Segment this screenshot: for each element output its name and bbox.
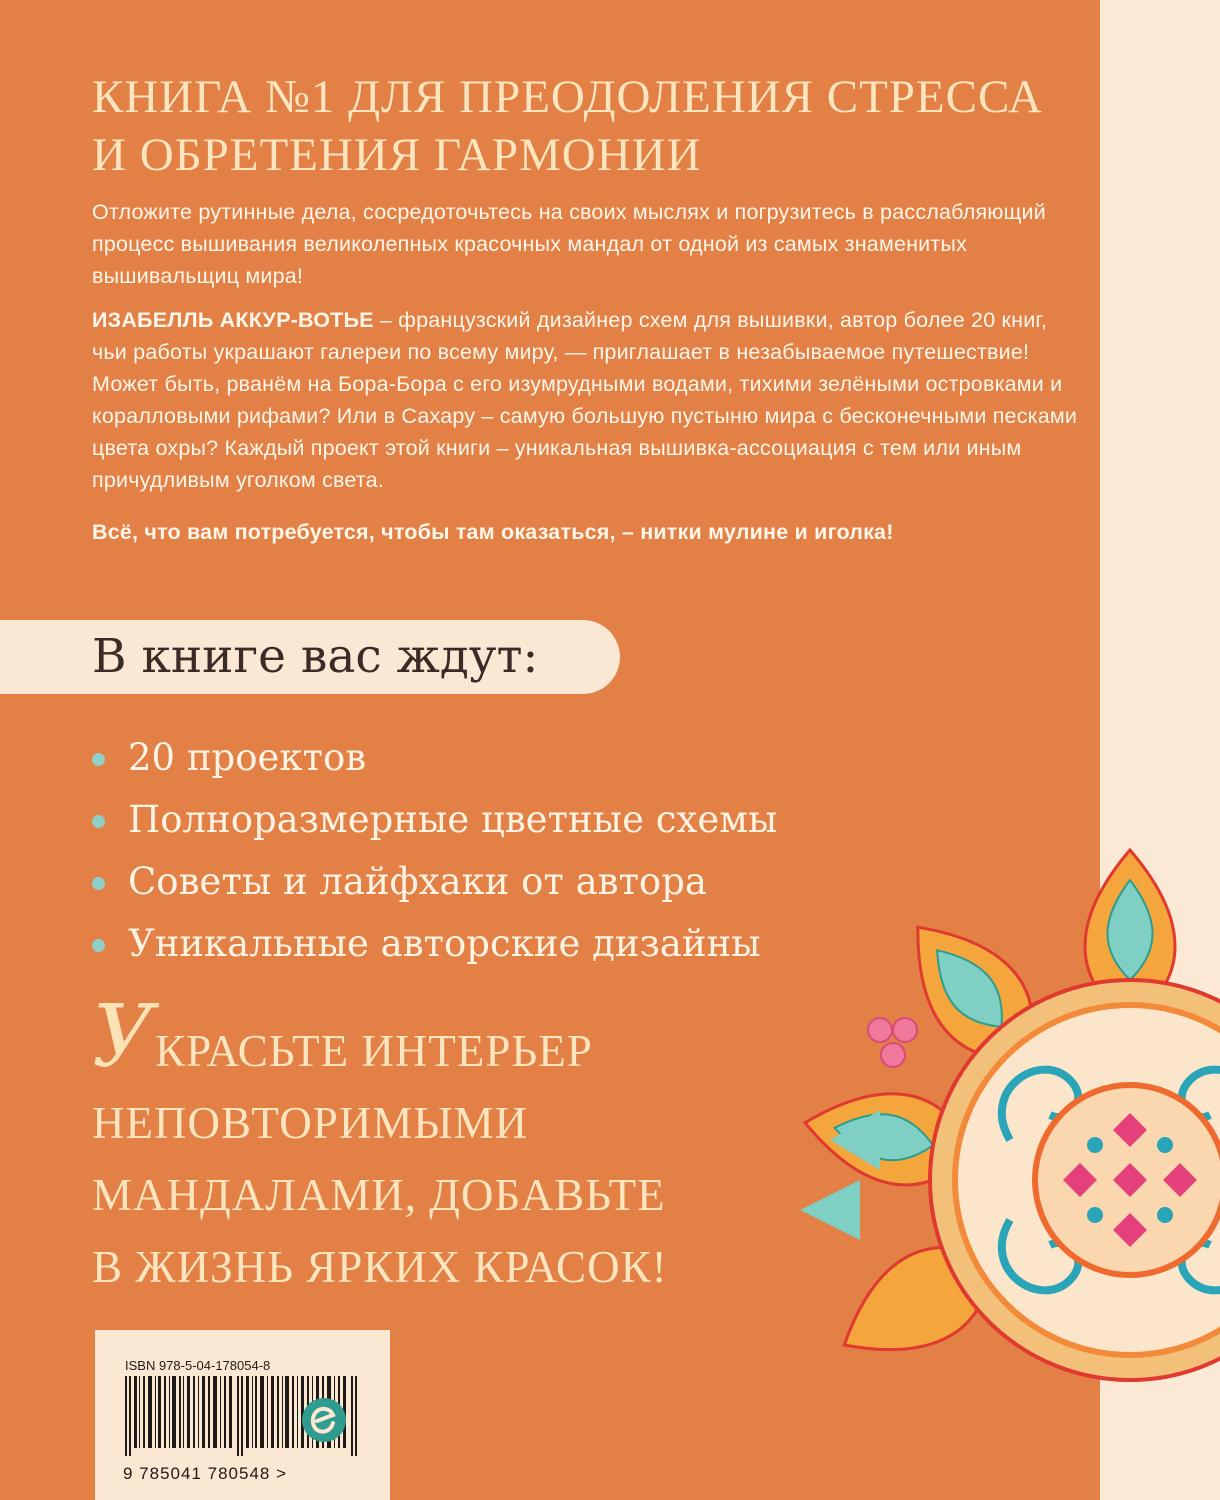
author-paragraph: [92, 304, 1082, 496]
intro-paragraph: Отложите рутинные дела, сосредоточьтесь на своих мыслях и погрузитесь в расслабляющий процесс вышивания великолепных красочных мандал от одной из самых знаменитых вышивальщиц мира!: [92, 200, 1046, 288]
slogan-line-4: В ЖИЗНЬ ЯРКИХ КРАСОК!: [92, 1242, 668, 1292]
isbn-digits: 9 785041 780548 >: [123, 1464, 288, 1483]
author-text: – французский дизайнер схем для вышивки, автор более 20 книг, чьи работы украшают галереи по всему миру, — приглашает в незабываемое путешествие! Может быть, рванём на Бора-Бора с его изумрудными водами, тихими зелёными островками и коралловыми рифами? Или в Сахару – самую большую пустыню мира с бесконечными песками цвета охры? Каждый проект этой книги – уникальная вышивка-ассоциация с тем или иным причудливым уголком света.: [92, 308, 1078, 492]
bullet-icon: [92, 877, 105, 890]
bullet-icon: [92, 753, 105, 766]
feature-label: 20 проектов: [128, 736, 367, 779]
slogan-line-2: НЕПОВТОРИМЫМИ: [92, 1098, 529, 1148]
description: [92, 196, 1082, 560]
closing-line: Всё, что вам потребуется, чтобы там оказаться, – нитки мулине и иголка!: [92, 520, 894, 544]
headline-line-2: И ОБРЕТЕНИЯ ГАРМОНИИ: [92, 129, 702, 181]
bullet-icon: [92, 815, 105, 828]
list-item: [92, 730, 778, 792]
feature-label: Уникальные авторские дизайны: [128, 922, 761, 965]
headline: [92, 68, 1082, 184]
slogan-initial: У: [92, 987, 156, 1087]
list-item: [92, 854, 778, 916]
features-heading-banner: [0, 620, 620, 694]
list-item: [92, 916, 778, 978]
headline-line-1: КНИГА №1 ДЛЯ ПРЕОДОЛЕНИЯ СТРЕССА: [92, 71, 1043, 123]
slogan-line-3: МАНДАЛАМИ, ДОБАВЬТЕ: [92, 1170, 666, 1220]
bullet-icon: [92, 939, 105, 952]
slogan-line-1-text: КРАСЬТЕ ИНТЕРЬЕР: [155, 1026, 593, 1076]
feature-label: Полноразмерные цветные схемы: [128, 798, 778, 841]
author-name: ИЗАБЕЛЛЬ АККУР-ВОТЬЕ: [92, 308, 374, 332]
mandala-illustration: [760, 780, 1220, 1480]
list-item: [92, 792, 778, 854]
isbn-label: ISBN 978-5-04-178054-8: [125, 1358, 271, 1373]
publisher-logo-icon: [300, 1396, 348, 1444]
features-list: [92, 730, 778, 978]
slogan: [92, 987, 792, 1303]
feature-label: Советы и лайфхаки от автора: [128, 860, 707, 903]
slogan-line-1: [92, 987, 792, 1087]
features-heading: В книге вас ждут:: [92, 629, 539, 684]
